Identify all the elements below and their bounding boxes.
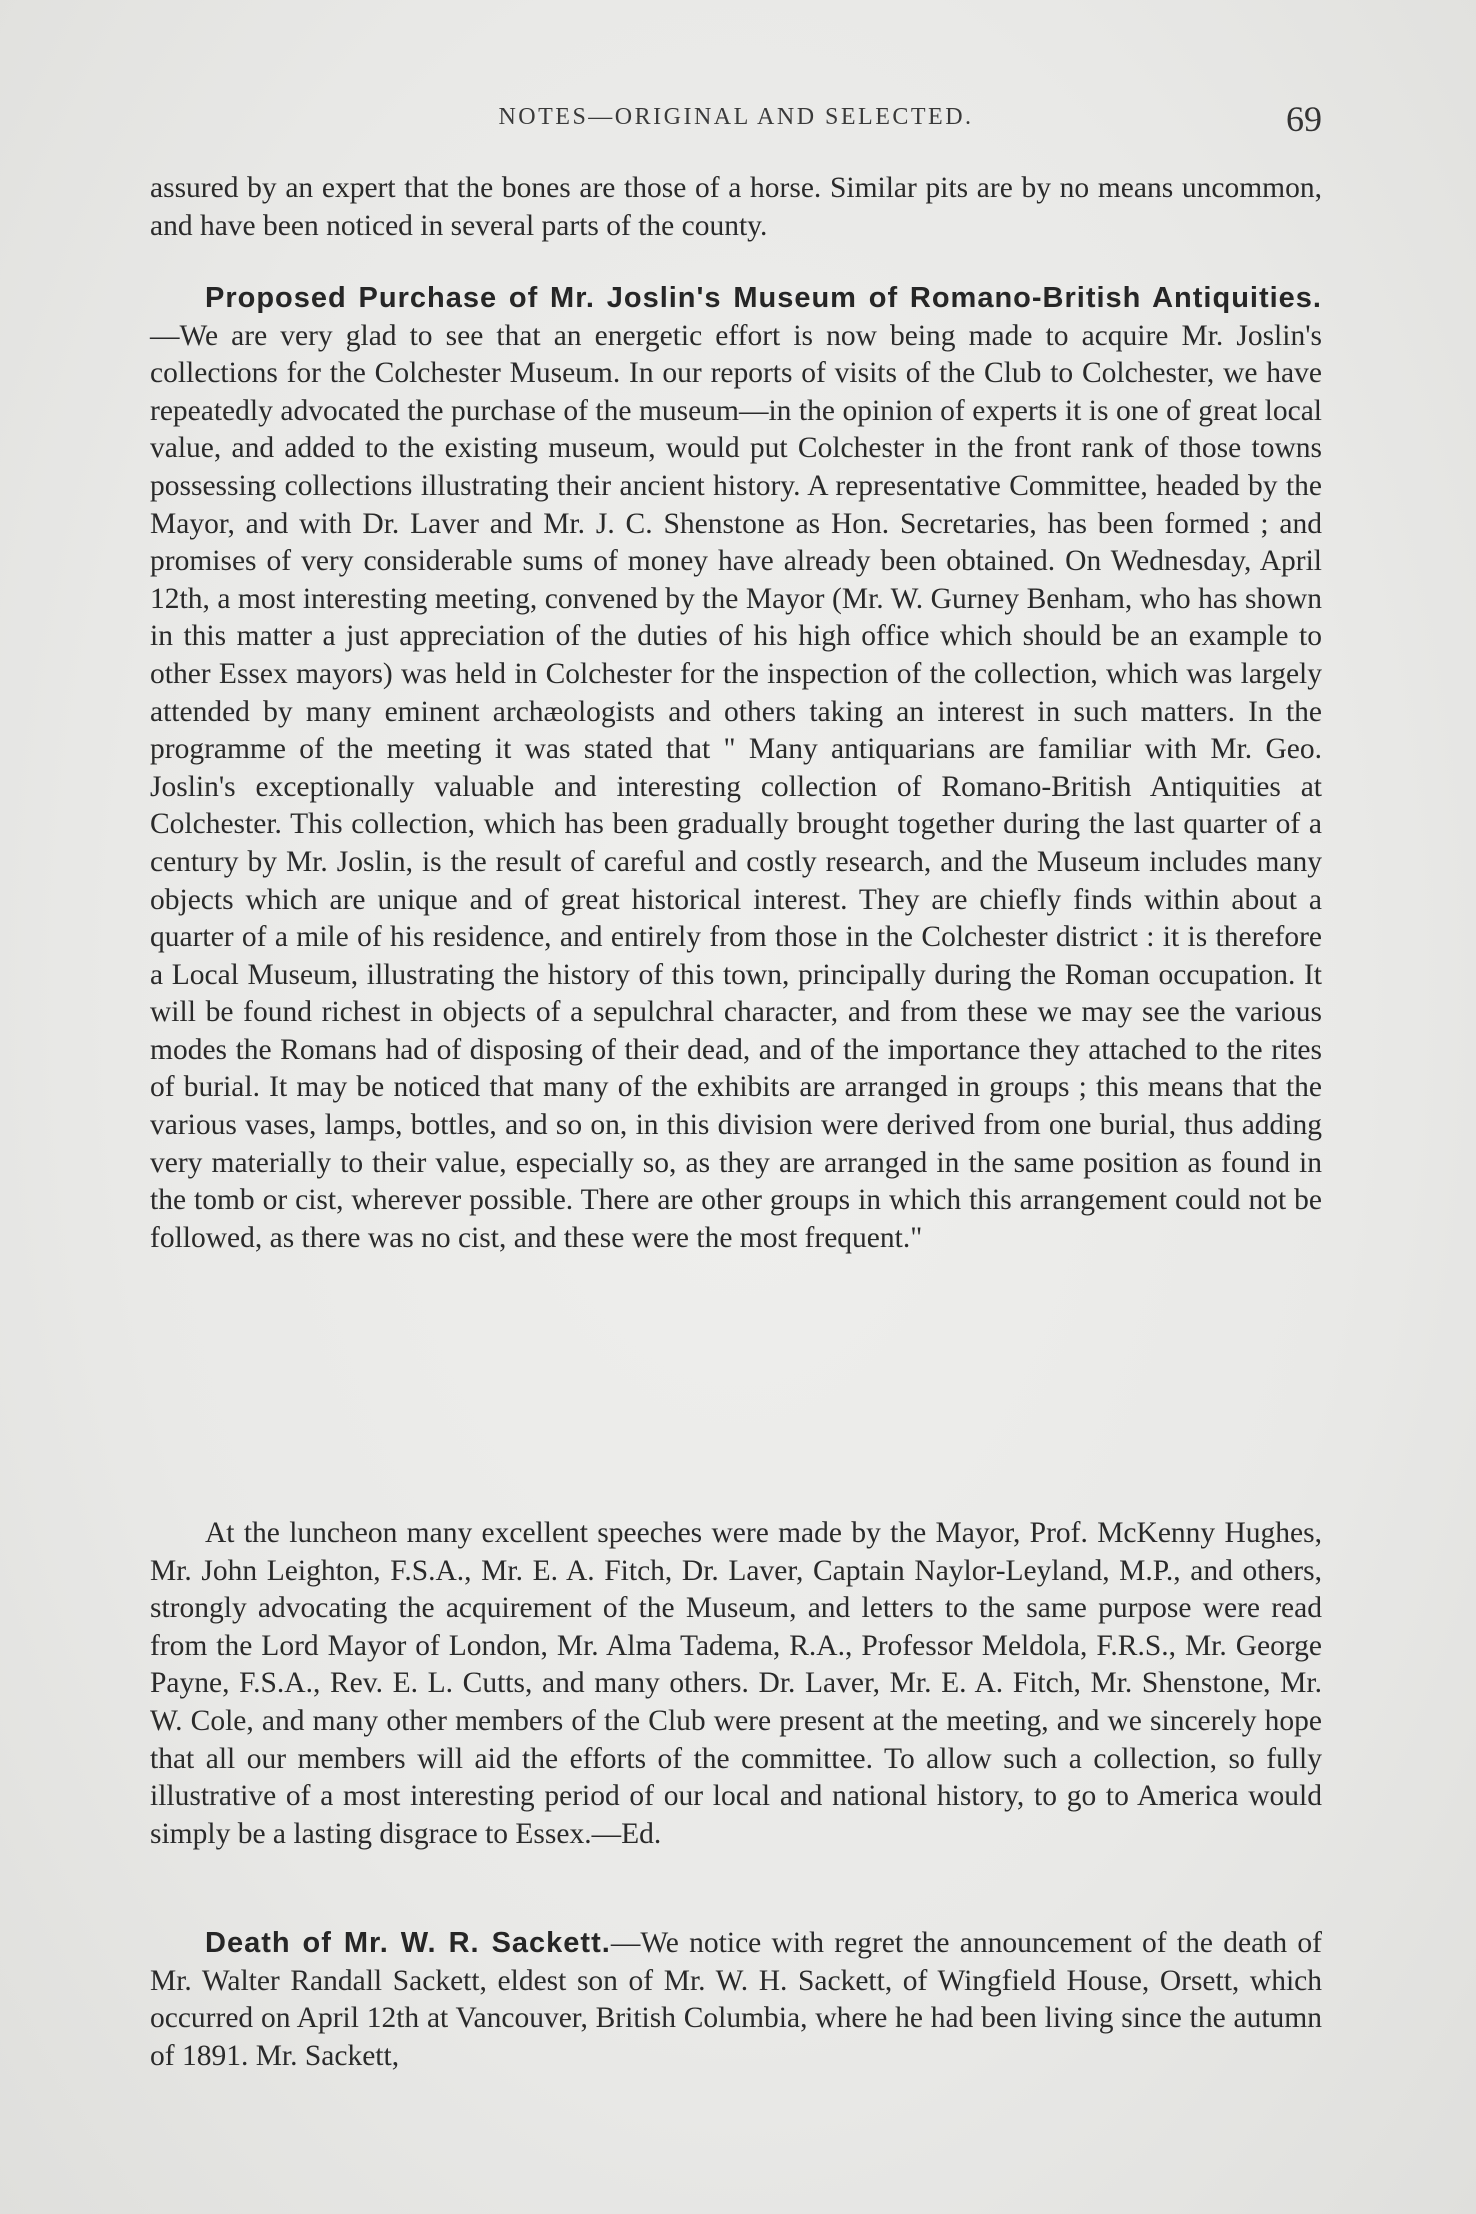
- section-heading-joslin-museum: Proposed Purchase of Mr. Joslin's Museum of Romano-British Antiquities.: [205, 282, 1322, 314]
- paragraph-joslin-museum: [150, 280, 1322, 1257]
- paragraph-body: [150, 280, 1322, 1257]
- paragraph-text: —We are very glad to see that an energetic effort is now being made to acquire Mr. Joslin's collections for the Colchester Museum. In our reports of visits of the Club to Colchester, we have repeatedly advocated the purchase of the museum—in the opinion of experts it is one of great local value, and added to the existing museum, would put Colchester in the front rank of those towns possessing collections illustrating their ancient history. A representative Committee, headed by the Mayor, and with Dr. Laver and Mr. J. C. Shenstone as Hon. Secretaries, has been formed ; and promises of very considerable sums of money have already been obtained. On Wednesday, April 12th, a most interesting meeting, convened by the Mayor (Mr. W. Gurney Benham, who has shown in this matter a just appreciation of the duties of his high office which should be an example to other Essex mayors) was held in Colchester for the inspection of the collection, which was largely attended by many eminent archæologists and others taking an interest in such matters. In the programme of the meeting it was stated that " Many antiquarians are familiar with Mr. Geo. Joslin's exceptionally valuable and interesting collection of Romano-British Antiquities at Colchester. This collection, which has been gradually brought together during the last quarter of a century by Mr. Joslin, is the result of careful and costly research, and the Museum includes many objects which are unique and of great historical interest. They are chiefly finds within about a quarter of a mile of his residence, and entirely from those in the Colchester district : it is therefore a Local Museum, illustrating the history of this town, principally during the Roman occupation. It will be found richest in objects of a sepulchral character, and from these we may see the various modes the Romans had of disposing of their dead, and of the importance they attached to the rites of burial. It may be noticed that many of the exhibits are arranged in groups ; this means that the various vases, lamps, bottles, and so on, in this division were derived from one burial, thus adding very materially to their value, especially so, as they are arranged in the same position as found in the tomb or cist, wherever possible. There are other groups in which this arrangement could not be followed, as there was no cist, and these were the most frequent.": [150, 319, 1322, 1254]
- paragraph-horse-bones: [150, 170, 1322, 245]
- paragraph-luncheon: [150, 1515, 1322, 1853]
- running-head: NOTES—ORIGINAL AND SELECTED.: [498, 104, 974, 130]
- paragraph-sackett-death: [150, 1925, 1322, 2075]
- page-number: 69: [1286, 99, 1322, 139]
- section-heading-sackett-death: Death of Mr. W. R. Sackett.: [205, 1927, 611, 1959]
- paragraph-text: assured by an expert that the bones are those of a horse. Similar pits are by no means uncommon, and have been noticed in several parts of the county.: [150, 172, 1322, 242]
- page-header: [150, 98, 1322, 148]
- paragraph-text: At the luncheon many excellent speeches were made by the Mayor, Prof. McKenny Hughes, Mr. John Leighton, F.S.A., Mr. E. A. Fitch, Dr. Laver, Captain Naylor-Leyland, M.P., and others, strongly advocating the acquirement of the Museum, and letters to the same purpose were read from the Lord Mayor of London, Mr. Alma Tadema, R.A., Professor Meldola, F.R.S., Mr. George Payne, F.S.A., Rev. E. L. Cutts, and many others. Dr. Laver, Mr. E. A. Fitch, Mr. Shenstone, Mr. W. Cole, and many other members of the Club were present at the meeting, and we sincerely hope that all our members will aid the efforts of the committee. To allow such a collection, so fully illustrative of a most interesting period of our local and national history, to go to America would simply be a lasting disgrace to Essex.—Ed.: [150, 1517, 1322, 1850]
- paragraph-body: [150, 1925, 1322, 2075]
- paragraph-text: —We notice with regret the announcement of the death of Mr. Walter Randall Sackett, eldest son of Mr. W. H. Sackett, of Wingfield House, Orsett, which occurred on April 12th at Vancouver, British Columbia, where he had been living since the autumn of 1891. Mr. Sackett,: [150, 1927, 1323, 2072]
